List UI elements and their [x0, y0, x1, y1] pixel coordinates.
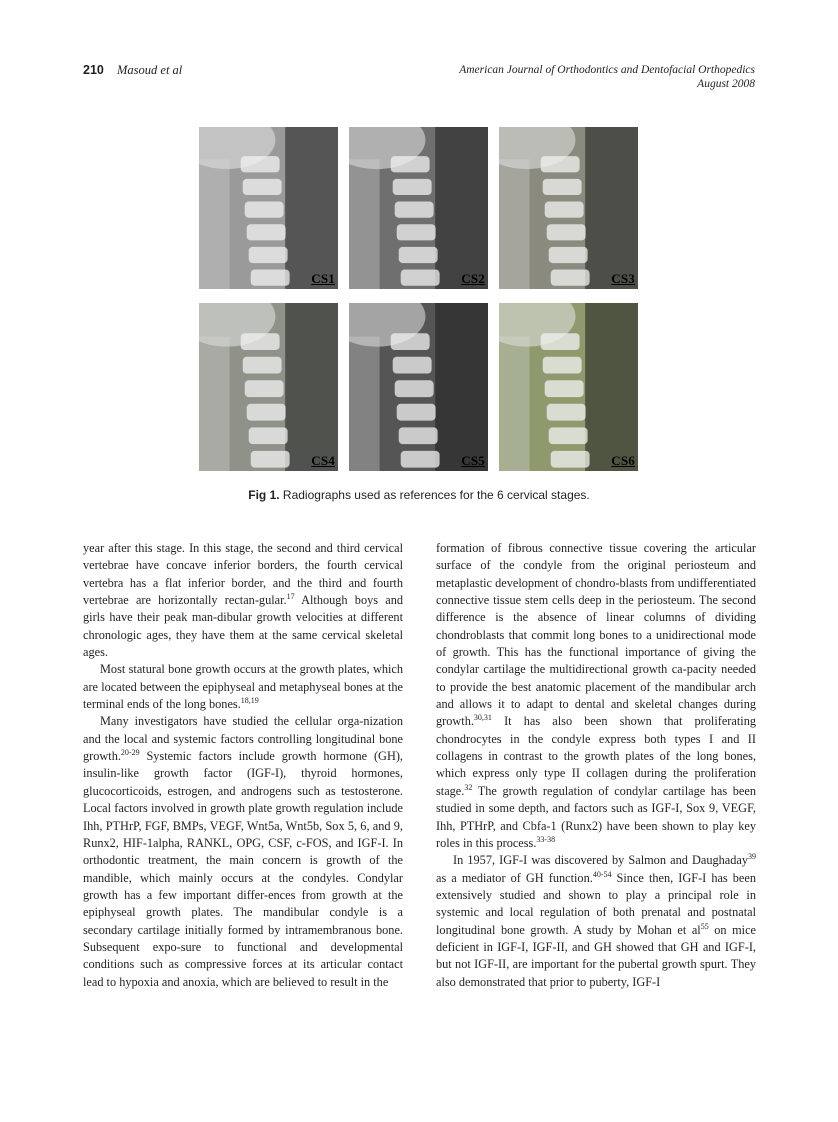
radiograph-panel-cs5 — [349, 303, 488, 471]
paragraph — [83, 661, 403, 713]
text-run: formation of fibrous connective tissue covering the articular surface of the condyle from the original periosteum and metaplastic development of chondro-blasts from undifferentiated connective tissue stem cells deep in the periosteum. The second difference is the absence of linear columns of dividing chondroblasts that commit long bones to a unidirectional mode of growth. This has the functional importance of giving the condylar cartilage the multidirectional growth ca-pacity needed to provide the best anatomic placement of the mandibular arch and allows it to adapt to dental and skeletal changes during growth. — [436, 541, 756, 729]
radiograph-panel-cs1 — [199, 127, 338, 289]
caption-text: Radiographs used as references for the 6 cervical stages. — [279, 488, 590, 502]
journal-issue-date: August 2008 — [697, 78, 755, 90]
reference-citation: 55 — [700, 921, 709, 931]
paragraph — [83, 713, 403, 991]
text-run: Many investigators have studied the cellular orga-nization and the local and systemic factors controlling longitudinal bone growth. — [83, 714, 403, 764]
reference-citation: 20-29 — [120, 748, 140, 758]
left-column — [83, 540, 403, 991]
journal-title: American Journal of Orthodontics and Dentofacial Orthopedics — [459, 64, 755, 76]
journal-header — [459, 63, 755, 91]
radiograph-panel-cs4 — [199, 303, 338, 471]
paragraph — [436, 852, 756, 991]
reference-citation: 32 — [464, 782, 473, 792]
reference-citation: 18,19 — [240, 696, 259, 706]
text-run: year after this stage. In this stage, the second and third cervical vertebrae have concave inferior borders, the fourth cervical vertebra has a flat inferior border, and the third and fourth vertebrae are horizontally rectan-gular. — [83, 541, 403, 608]
radiograph-figure — [199, 127, 638, 471]
reference-citation: 40-54 — [592, 869, 612, 879]
panel-label: CS2 — [461, 271, 485, 286]
radiograph-image — [499, 303, 638, 471]
text-run: Systemic factors include growth hormone (GH), insulin-like growth factor (IGF-I), thyroid hormones, glucocorticoids, estrogen, and androgens such as testosterone. Local factors involved in growth plate growth regulation include Ihh, PTHrP, FGF, BMPs, VEGF, Wnt5a, Wnt5b, Sox 5, 6, and 9, Runx2, HIF-1alpha, RANKL, OPG, CSF, c-FOS, and IGF-I. In orthodontic treatment, the main concern is growth of the mandible, which mainly occurs at the condyles. Condylar growth has a few important differ-ences from growth at the epiphyseal growth plates. The mandibular condyle is a secondary cartilage initially formed by intramembranous bone. Subsequent expo-sure to functional and developmental conditions such as compressive forces at its articular contact lead to hypoxia and anoxia, which are believed to result in the — [83, 749, 403, 989]
radiograph-image — [349, 127, 488, 289]
panel-label: CS1 — [311, 271, 335, 286]
radiograph-panel-cs6 — [499, 303, 638, 471]
caption-label: Fig 1. — [248, 488, 280, 502]
text-run: on mice deficient in IGF-I, IGF-II, and GH showed that GH and IGF-I, but not IGF-II, are important for the pubertal growth spurt. They also demonstrated that prior to puberty, IGF-I — [436, 922, 756, 989]
right-column — [436, 540, 756, 991]
text-run: It has also been shown that proliferating chondrocytes in the condyle express both types I and II collagens in contrast to the growth plates of the long bones, which express only type II collagen during the proliferation stage. — [436, 714, 756, 798]
reference-citation: 30,31 — [473, 713, 492, 723]
radiograph-image — [199, 127, 338, 289]
paragraph — [83, 540, 403, 661]
radiograph-image — [349, 303, 488, 471]
reference-citation: 17 — [286, 592, 295, 602]
panel-label: CS5 — [461, 453, 485, 468]
radiograph-panel-cs2 — [349, 127, 488, 289]
reference-citation: 39 — [748, 852, 756, 862]
text-run: Since then, IGF-I has been extensively studied and shown to play a principal role in systemic and local regulation of both prenatal and postnatal longitudinal bone growth. A study by Mohan et al — [436, 870, 756, 937]
text-run: Although boys and girls have their peak man-dibular growth velocities at different chronologic ages, they have them at the same cervical skeletal ages. — [83, 593, 403, 660]
radiograph-image — [499, 127, 638, 289]
panel-label: CS6 — [611, 453, 635, 468]
radiograph-panel-cs3 — [499, 127, 638, 289]
reference-citation: 33-38 — [536, 834, 556, 844]
panel-label: CS4 — [311, 453, 335, 468]
panel-label: CS3 — [611, 271, 635, 286]
figure-caption — [0, 488, 838, 502]
radiograph-image — [199, 303, 338, 471]
text-run: Most statural bone growth occurs at the growth plates, which are located between the epiphyseal and metaphyseal bones at the terminal ends of the long bones. — [83, 662, 403, 712]
text-run: The growth regulation of condylar cartilage has been studied in some depth, and factors such as IGF-I, Sox 9, VEGF, Ihh, PTHrP, and Cbfa-1 (Runx2) have been shown to play key roles in this process. — [436, 783, 756, 850]
running-author: Masoud et al — [117, 63, 183, 77]
text-run: as a mediator of GH function. — [436, 870, 593, 885]
paragraph — [436, 540, 756, 852]
text-run: In 1957, IGF-I was discovered by Salmon and Daughaday — [453, 853, 748, 868]
page-number: 210 — [83, 63, 104, 77]
